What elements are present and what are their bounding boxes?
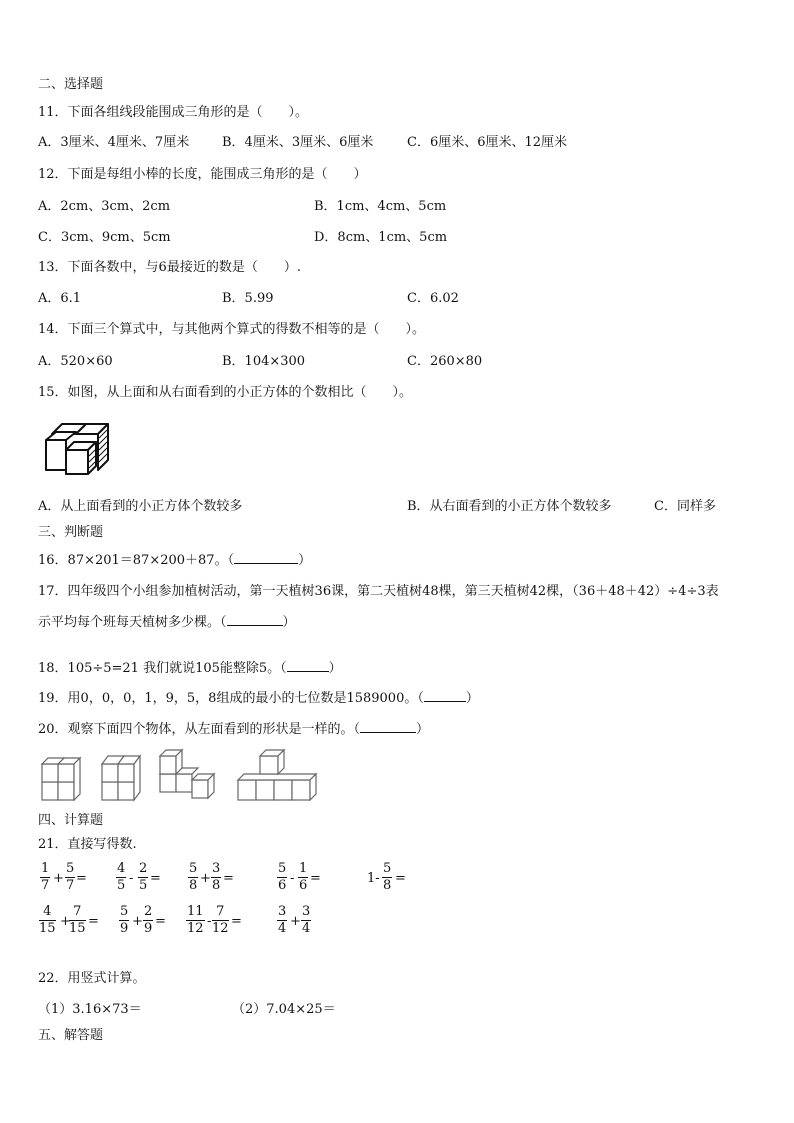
equals-sign: = [155,914,166,929]
question-22-part-1: （1）3.16×73＝ [38,1002,142,1017]
operator: + [60,914,71,929]
operator: + [200,871,211,886]
question-16-text: 16．87×201＝87×200＋87。（ [38,553,235,568]
question-19 [38,689,479,708]
question-18 [38,659,342,678]
section-heading-calc: 四、计算题 [38,813,104,828]
question-12-option-a: A．2cm、3cm、2cm [38,199,171,214]
question-17-close: ） [282,615,296,630]
section-heading-solve: 五、解答题 [38,1028,104,1043]
operator: - [129,871,134,886]
question-19-close: ） [465,691,479,706]
question-16 [38,551,311,570]
fraction: 5 7 [66,861,75,893]
operator: + [53,871,64,886]
question-15-option-a: A．从上面看到的小正方体个数较多 [38,499,243,514]
equals-sign: = [76,871,87,886]
question-12-stem: 12．下面是每组小棒的长度，能围成三角形的是（ ） [38,167,367,182]
equals-sign: = [223,871,234,886]
question-22-part-2: （2）7.04×25＝ [232,1002,336,1017]
question-11-option-c: C．6厘米、6厘米、12厘米 [407,135,568,150]
fraction: 4 15 [39,904,56,936]
question-13-option-a: A．6.1 [38,291,82,306]
operator: - [290,871,295,886]
question-17-text: 示平均每个班每天植树多少棵。（ [38,615,227,630]
question-11-option-a: A．3厘米、4厘米、7厘米 [38,135,190,150]
operator: - [207,914,212,929]
question-15-stem: 15．如图，从上面和从右面看到的小正方体的个数相比（ ）。 [38,385,413,400]
question-11-option-b: B．4厘米、3厘米、6厘米 [222,135,374,150]
question-14-option-b: B．104×300 [222,354,306,369]
fraction: 3 8 [212,861,221,893]
question-13-option-b: B．5.99 [222,291,274,306]
operator: + [132,914,143,929]
answer-blank-20[interactable] [360,720,416,733]
equals-sign: = [395,871,406,886]
question-21-stem: 21．直接写得数. [38,837,137,852]
fraction: 11 12 [187,904,204,936]
question-20 [38,720,429,739]
question-19-text: 19．用0，0，0，1，9，5，8组成的最小的七位数是1589000。（ [38,691,424,706]
question-18-close: ） [328,661,342,676]
fraction: 2 9 [144,904,153,936]
question-12-option-d: D．8cm、1cm、5cm [314,230,448,245]
fraction: 5 8 [383,861,392,893]
question-20-text: 20．观察下面四个物体，从左面看到的形状是一样的。（ [38,722,361,737]
operator: + [290,914,301,929]
question-16-close: ） [298,553,312,568]
section-heading-judge: 三、判断题 [38,525,104,540]
equals-sign: = [231,914,242,929]
answer-blank-16[interactable] [234,551,298,564]
fraction: 4 5 [117,861,126,893]
cube-objects-q20 [38,746,328,804]
question-11-stem: 11．下面各组线段能围成三角形的是（ ）。 [38,105,309,120]
fraction: 5 9 [120,904,129,936]
fraction: 5 8 [189,861,198,893]
question-20-close: ） [416,722,430,737]
equals-sign: = [150,871,161,886]
fraction: 2 5 [139,861,148,893]
question-13-option-c: C．6.02 [407,291,459,306]
question-18-text: 18．105÷5=21 我们就说105能整除5。（ [38,661,287,676]
question-14-option-c: C．260×80 [407,354,483,369]
fraction: 5 6 [278,861,287,893]
question-12-option-b: B．1cm、4cm、5cm [314,199,447,214]
question-15-option-c: C．同样多 [654,499,716,514]
fraction: 1 6 [299,861,308,893]
answer-blank-18[interactable] [287,659,329,672]
fraction: 7 15 [69,904,86,936]
question-22-stem: 22．用竖式计算。 [38,971,146,986]
question-14-stem: 14．下面三个算式中，与其他两个算式的得数不相等的是（ ）。 [38,322,426,337]
question-15-option-b: B．从右面看到的小正方体个数较多 [407,499,612,514]
equals-sign: = [88,914,99,929]
fraction: 3 4 [302,904,311,936]
question-17-line1: 17．四年级四个小组参加植树活动，第一天植树36课，第二天植树48棵，第三天植树42棵，（36＋48＋42）÷4÷3表 [38,584,719,599]
section-heading-choice: 二、选择题 [38,77,104,92]
whole-number: 1- [367,871,380,886]
fraction: 1 7 [41,861,50,893]
cube-figure-q15 [42,420,114,480]
question-13-stem: 13．下面各数中，与6最接近的数是（ ）. [38,260,301,275]
question-14-option-a: A．520×60 [38,354,113,369]
question-12-option-c: C．3cm、9cm、5cm [38,230,171,245]
question-17-line2 [38,613,296,632]
answer-blank-17[interactable] [227,613,283,626]
fraction: 7 12 [212,904,229,936]
equals-sign: = [310,871,321,886]
fraction: 3 4 [278,904,287,936]
answer-blank-19[interactable] [424,689,466,702]
